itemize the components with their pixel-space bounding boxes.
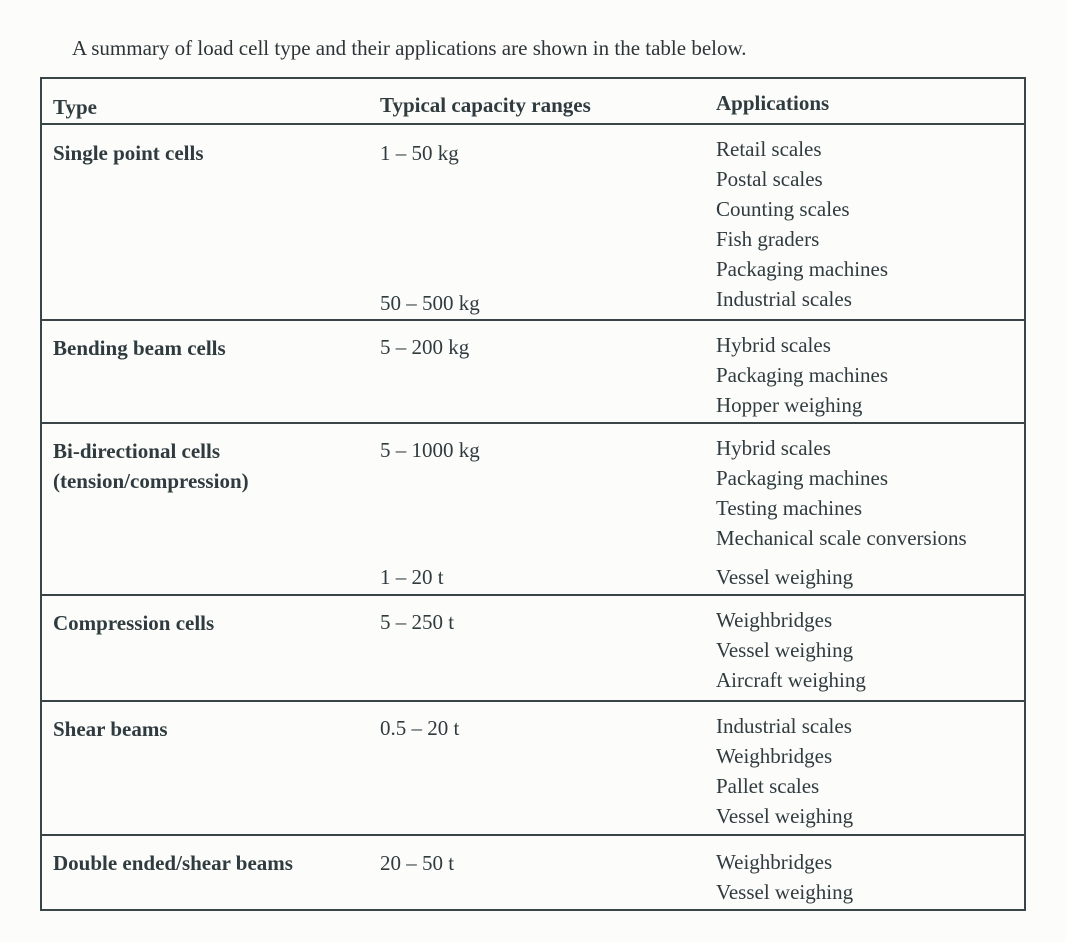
application-item: Industrial scales <box>716 287 852 311</box>
table-row <box>42 125 1024 321</box>
table-row <box>42 596 1024 702</box>
capacity-value: 5 – 1000 kg <box>380 438 480 462</box>
application-item: Weighbridges <box>716 608 833 632</box>
capacity-value: 5 – 200 kg <box>380 335 470 359</box>
application-item: Industrial scales <box>716 714 852 738</box>
application-item: Hybrid scales <box>716 333 831 357</box>
intro-text: A summary of load cell type and their applications are shown in the table below. <box>72 36 747 60</box>
application-item: Testing machines <box>716 496 863 520</box>
capacity-value: 1 – 50 kg <box>380 141 459 165</box>
application-item: Aircraft weighing <box>716 668 866 692</box>
header-applications: Applications <box>716 91 830 115</box>
application-item: Weighbridges <box>716 850 833 874</box>
table-row <box>42 321 1024 424</box>
application-item: Counting scales <box>716 197 850 221</box>
application-item: Vessel weighing <box>716 565 854 589</box>
load-cell-table <box>40 77 1026 911</box>
application-item: Vessel weighing <box>716 638 854 662</box>
application-item: Packaging machines <box>716 466 889 490</box>
application-item: Hybrid scales <box>716 436 831 460</box>
application-item: Packaging machines <box>716 363 889 387</box>
application-item: Hopper weighing <box>716 393 863 417</box>
capacity-value: 0.5 – 20 t <box>380 716 460 740</box>
type-label: Bending beam cells <box>53 336 226 360</box>
application-item: Retail scales <box>716 137 822 161</box>
application-item: Packaging machines <box>716 257 889 281</box>
application-item: Pallet scales <box>716 774 820 798</box>
table-row <box>42 702 1024 836</box>
header-type: Type <box>53 95 97 119</box>
table-row <box>42 836 1024 909</box>
application-item: Mechanical scale conversions <box>716 526 967 550</box>
table-header-row <box>42 79 1024 125</box>
capacity-value: 1 – 20 t <box>380 565 444 589</box>
capacity-value: 5 – 250 t <box>380 610 455 634</box>
capacity-value: 50 – 500 kg <box>380 291 480 315</box>
type-label: (tension/compression) <box>53 469 249 493</box>
application-item: Postal scales <box>716 167 823 191</box>
type-label: Single point cells <box>53 141 204 165</box>
type-label: Double ended/shear beams <box>53 851 293 875</box>
type-label: Shear beams <box>53 717 168 741</box>
type-label: Compression cells <box>53 611 215 635</box>
application-item: Vessel weighing <box>716 880 854 904</box>
table-row <box>42 424 1024 596</box>
type-label: Bi-directional cells <box>53 439 221 463</box>
capacity-value: 20 – 50 t <box>380 851 455 875</box>
header-capacity: Typical capacity ranges <box>380 93 591 117</box>
application-item: Fish graders <box>716 227 820 251</box>
application-item: Vessel weighing <box>716 804 854 828</box>
application-item: Weighbridges <box>716 744 833 768</box>
